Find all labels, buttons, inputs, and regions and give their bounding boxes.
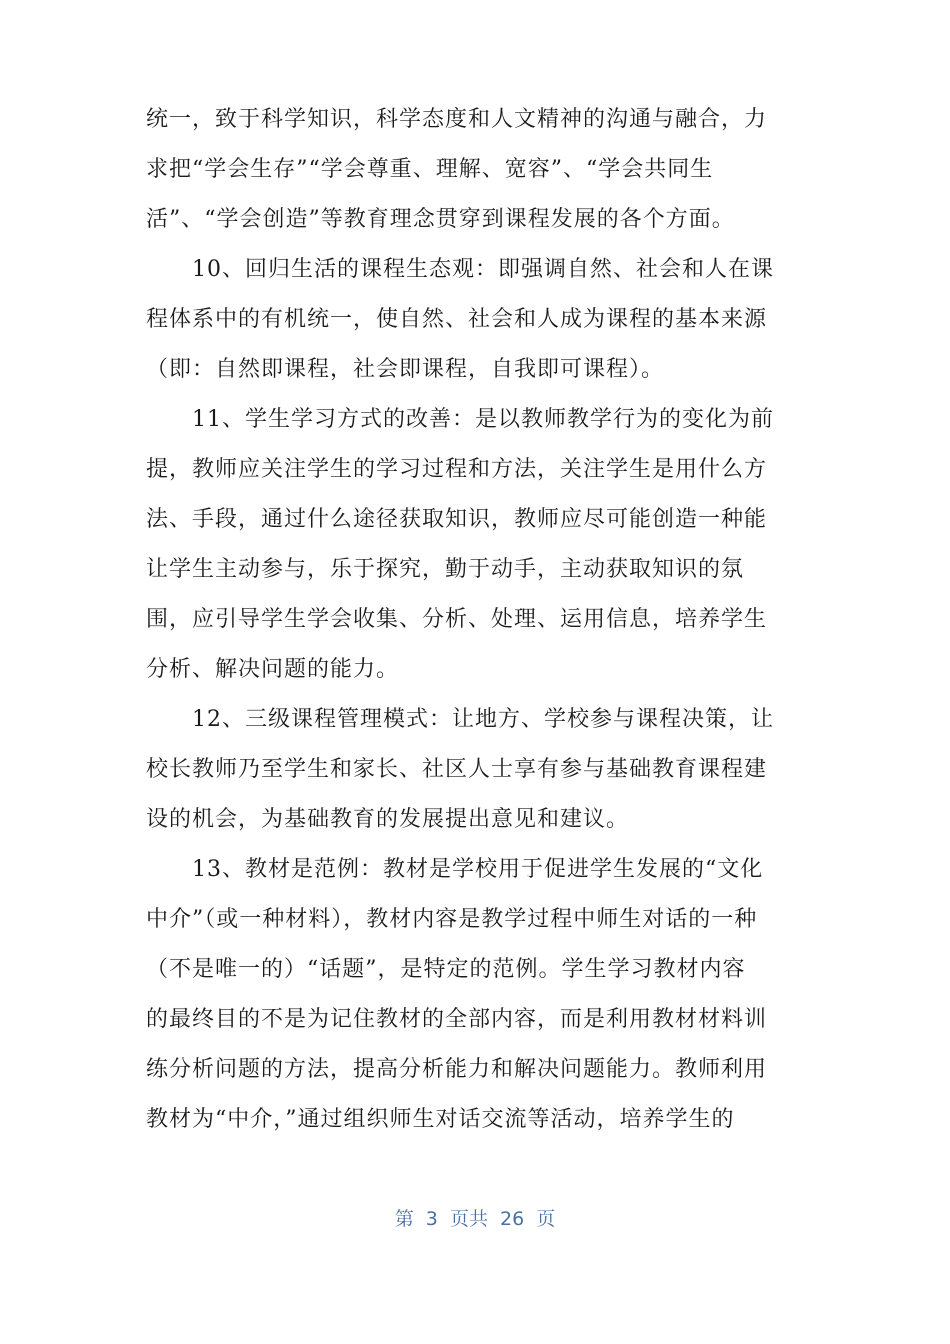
- text-line: 活”、“学会创造”等教育理念贯穿到课程发展的各个方面。: [146, 207, 735, 232]
- page-number-footer: 第 3 页共 26 页: [394, 1208, 556, 1230]
- text-line: （即：自然即课程，社会即课程，自我即可课程）。: [146, 357, 665, 382]
- text-line: 设的机会，为基础教育的发展提出意见和建议。: [146, 807, 630, 832]
- text-line: 提，教师应关注学生的学习过程和方法，关注学生是用什么方: [146, 457, 768, 482]
- text-line: 让学生主动参与，乐于探究，勤于动手，主动获取知识的氛: [146, 557, 745, 582]
- text-line: 程体系中的有机统一，使自然、社会和人成为课程的基本来源: [146, 307, 768, 332]
- text-line: 练分析问题的方法，提高分析能力和解决问题能力。教师利用: [146, 1057, 768, 1082]
- paragraph-start-10: 10、回归生活的课程生态观：即强调自然、社会和人在课: [192, 257, 774, 282]
- text-line: 统一，致于科学知识，科学态度和人文精神的沟通与融合，力: [146, 107, 768, 132]
- text-line: 中介”（或一种材料），教材内容是教学过程中师生对话的一种: [146, 907, 758, 932]
- text-line: 的最终目的不是为记住教材的全部内容，而是利用教材材料训: [146, 1007, 768, 1032]
- paragraph-start-11: 11、学生学习方式的改善：是以教师教学行为的变化为前: [192, 407, 774, 432]
- text-line: （不是唯一的）“话题”，是特定的范例。学生学习教材内容: [146, 957, 746, 982]
- text-line: 求把“学会生存”“学会尊重、理解、宽容”、“学会共同生: [146, 157, 714, 182]
- text-line: 教材为“中介，”通过组织师生对话交流等活动，培养学生的: [146, 1107, 735, 1132]
- text-line: 围，应引导学生学会收集、分析、处理、运用信息，培养学生: [146, 607, 768, 632]
- paragraph-start-13: 13、教材是范例：教材是学校用于促进学生发展的“文化: [192, 857, 764, 882]
- paragraph-start-12: 12、三级课程管理模式：让地方、学校参与课程决策，让: [192, 707, 774, 732]
- text-line: 分析、解决问题的能力。: [146, 657, 400, 682]
- text-line: 法、手段，通过什么途径获取知识，教师应尽可能创造一种能: [146, 507, 768, 532]
- text-line: 校长教师乃至学生和家长、社区人士享有参与基础教育课程建: [146, 757, 768, 782]
